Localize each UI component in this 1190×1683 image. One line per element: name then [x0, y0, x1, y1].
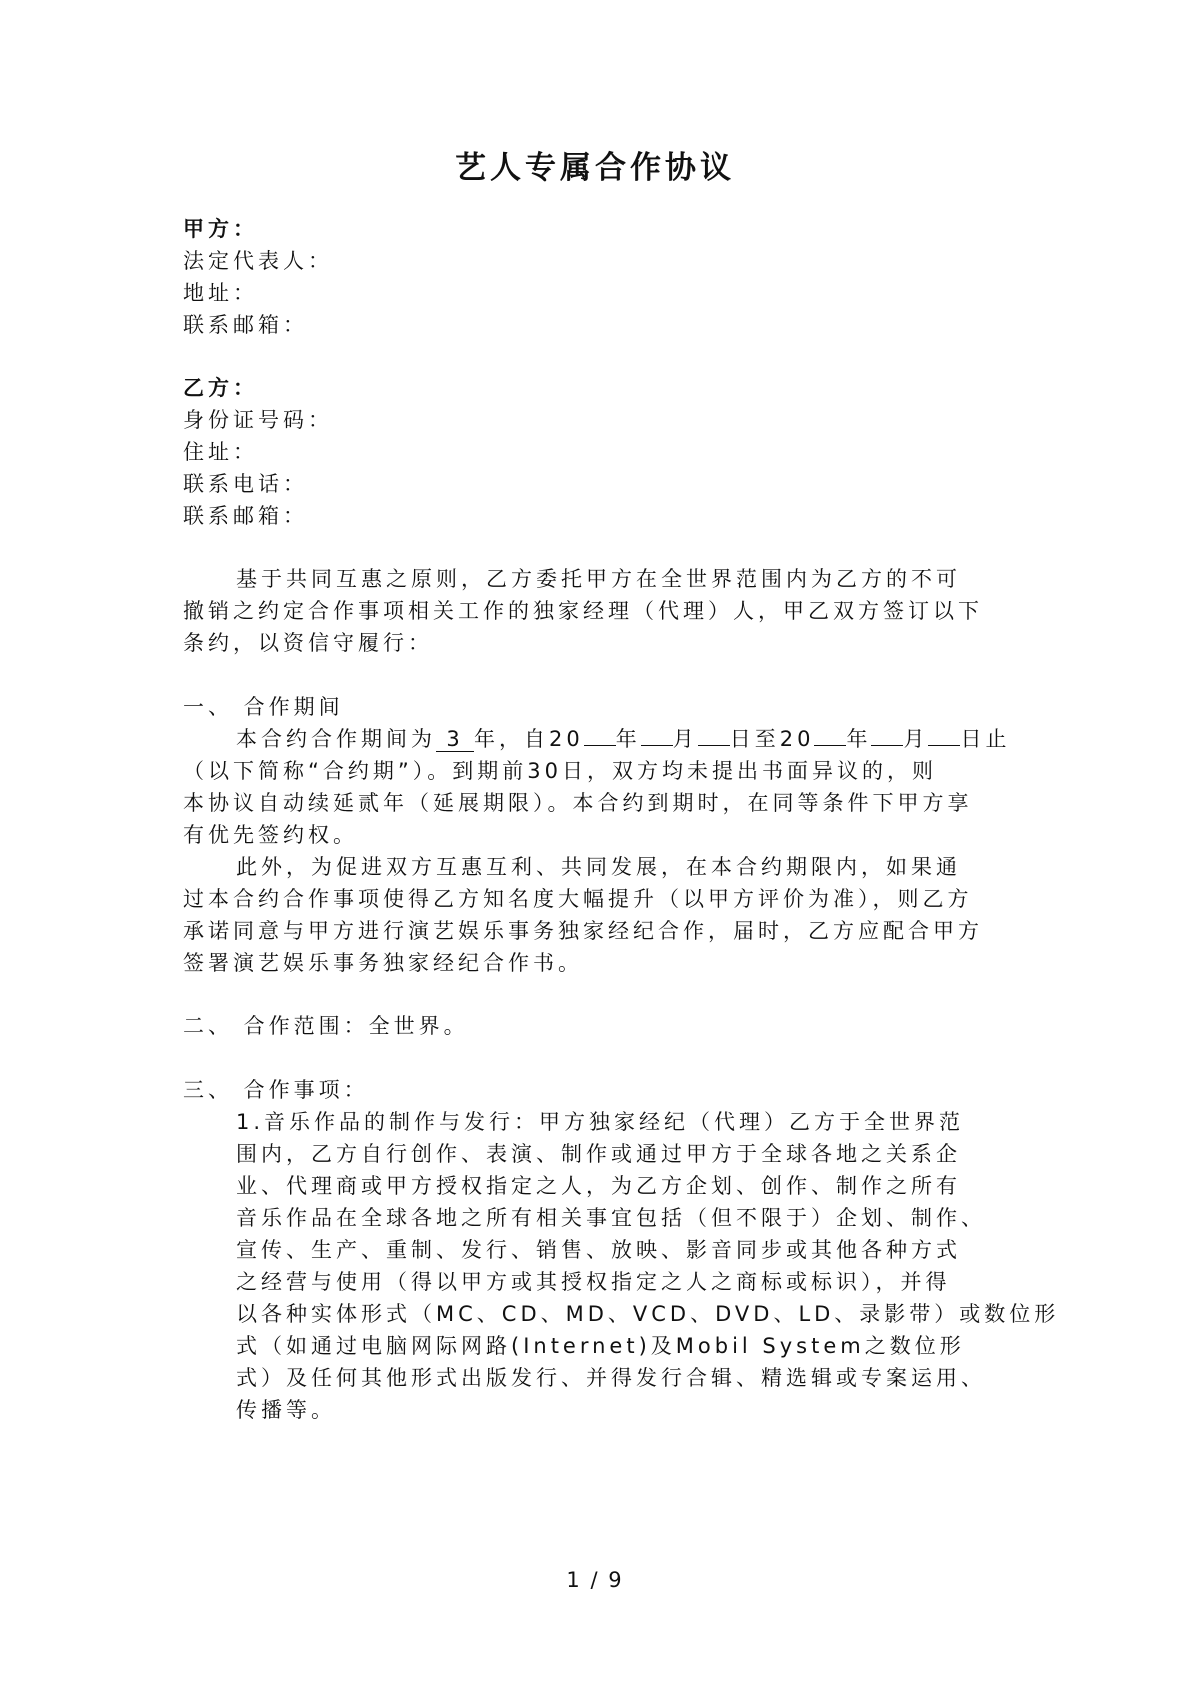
party-a-address: 地址： [183, 281, 258, 305]
term-year2-unit: 年 [846, 727, 872, 751]
term-month-unit: 月 [672, 727, 698, 751]
section-3-item-line: 式）及任何其他形式出版发行、并得发行合辑、精选辑或专案运用、 [236, 1366, 986, 1390]
section-1-para2-line: 承诺同意与甲方进行演艺娱乐事务独家经纪合作，届时，乙方应配合甲方 [183, 919, 983, 943]
term-month2-unit: 月 [903, 727, 929, 751]
preamble-line: 条约，以资信守履行： [183, 631, 433, 655]
start-year-blank [584, 745, 616, 746]
party-b-address: 住址： [183, 440, 258, 464]
section-1-para2-line: 此外，为促进双方互惠互利、共同发展，在本合约期限内，如果通 [236, 855, 961, 879]
page-number: 1 / 9 [566, 1568, 624, 1592]
section-3-item-line: 围内，乙方自行创作、表演、制作或通过甲方于全球各地之关系企 [236, 1142, 961, 1166]
section-3-heading: 三、 合作事项： [183, 1078, 369, 1102]
party-a-label: 甲方： [183, 217, 258, 241]
party-b-email: 联系邮箱： [183, 504, 308, 528]
term-day-to: 日至20 [729, 727, 815, 751]
term-mid: 年，自20 [474, 727, 584, 751]
term-end: 日止 [960, 727, 1011, 751]
section-3-item-line: 以各种实体形式（MC、CD、MD、VCD、DVD、LD、录影带）或数位形 [236, 1302, 1060, 1326]
end-day-blank [928, 745, 960, 746]
section-3-item-line: 1.音乐作品的制作与发行：甲方独家经纪（代理）乙方于全世界范 [236, 1110, 965, 1134]
start-day-blank [698, 745, 730, 746]
party-a-legal-rep: 法定代表人： [183, 249, 333, 273]
section-2-heading: 二、 合作范围：全世界。 [183, 1014, 469, 1038]
section-1-para2-line: 签署演艺娱乐事务独家经纪合作书。 [183, 951, 583, 975]
term-year-unit: 年 [615, 727, 641, 751]
section-3-item-line: 音乐作品在全球各地之所有相关事宜包括（但不限于）企划、制作、 [236, 1206, 986, 1230]
section-1-para2-line: 过本合约合作事项使得乙方知名度大幅提升（以甲方评价为准），则乙方 [183, 887, 973, 911]
preamble-line: 撤销之约定合作事项相关工作的独家经理（代理）人，甲乙双方签订以下 [183, 599, 983, 623]
section-3-item-line: 宣传、生产、重制、发行、销售、放映、影音同步或其他各种方式 [236, 1238, 961, 1262]
party-b-phone: 联系电话： [183, 472, 308, 496]
section-1-heading: 一、 合作期间 [183, 695, 344, 719]
end-year-blank [814, 745, 846, 746]
section-1-line: （以下简称“合约期”）。到期前30日，双方均未提出书面异议的，则 [183, 759, 937, 783]
section-1-line: 有优先签约权。 [183, 823, 358, 847]
party-a-email: 联系邮箱： [183, 313, 308, 337]
section-1-term-line [236, 724, 1010, 754]
document-title: 艺人专属合作协议 [455, 150, 735, 186]
term-prefix: 本合约合作期间为 [236, 727, 436, 751]
party-b-id-number: 身份证号码： [183, 408, 333, 432]
section-3-item-line: 业、代理商或甲方授权指定之人，为乙方企划、创作、制作之所有 [236, 1174, 961, 1198]
end-month-blank [871, 745, 903, 746]
party-b-label: 乙方： [183, 376, 258, 400]
section-3-item-line: 传播等。 [236, 1398, 336, 1422]
section-3-item-line: 式（如通过电脑网际网路(Internet)及Mobil System之数位形 [236, 1334, 965, 1358]
term-years-blank: 3 [436, 727, 474, 752]
section-1-line: 本协议自动续延贰年（延展期限）。本合约到期时，在同等条件下甲方享 [183, 791, 973, 815]
start-month-blank [641, 745, 673, 746]
preamble-line: 基于共同互惠之原则，乙方委托甲方在全世界范围内为乙方的不可 [236, 567, 961, 591]
section-3-item-line: 之经营与使用（得以甲方或其授权指定之人之商标或标识），并得 [236, 1270, 951, 1294]
